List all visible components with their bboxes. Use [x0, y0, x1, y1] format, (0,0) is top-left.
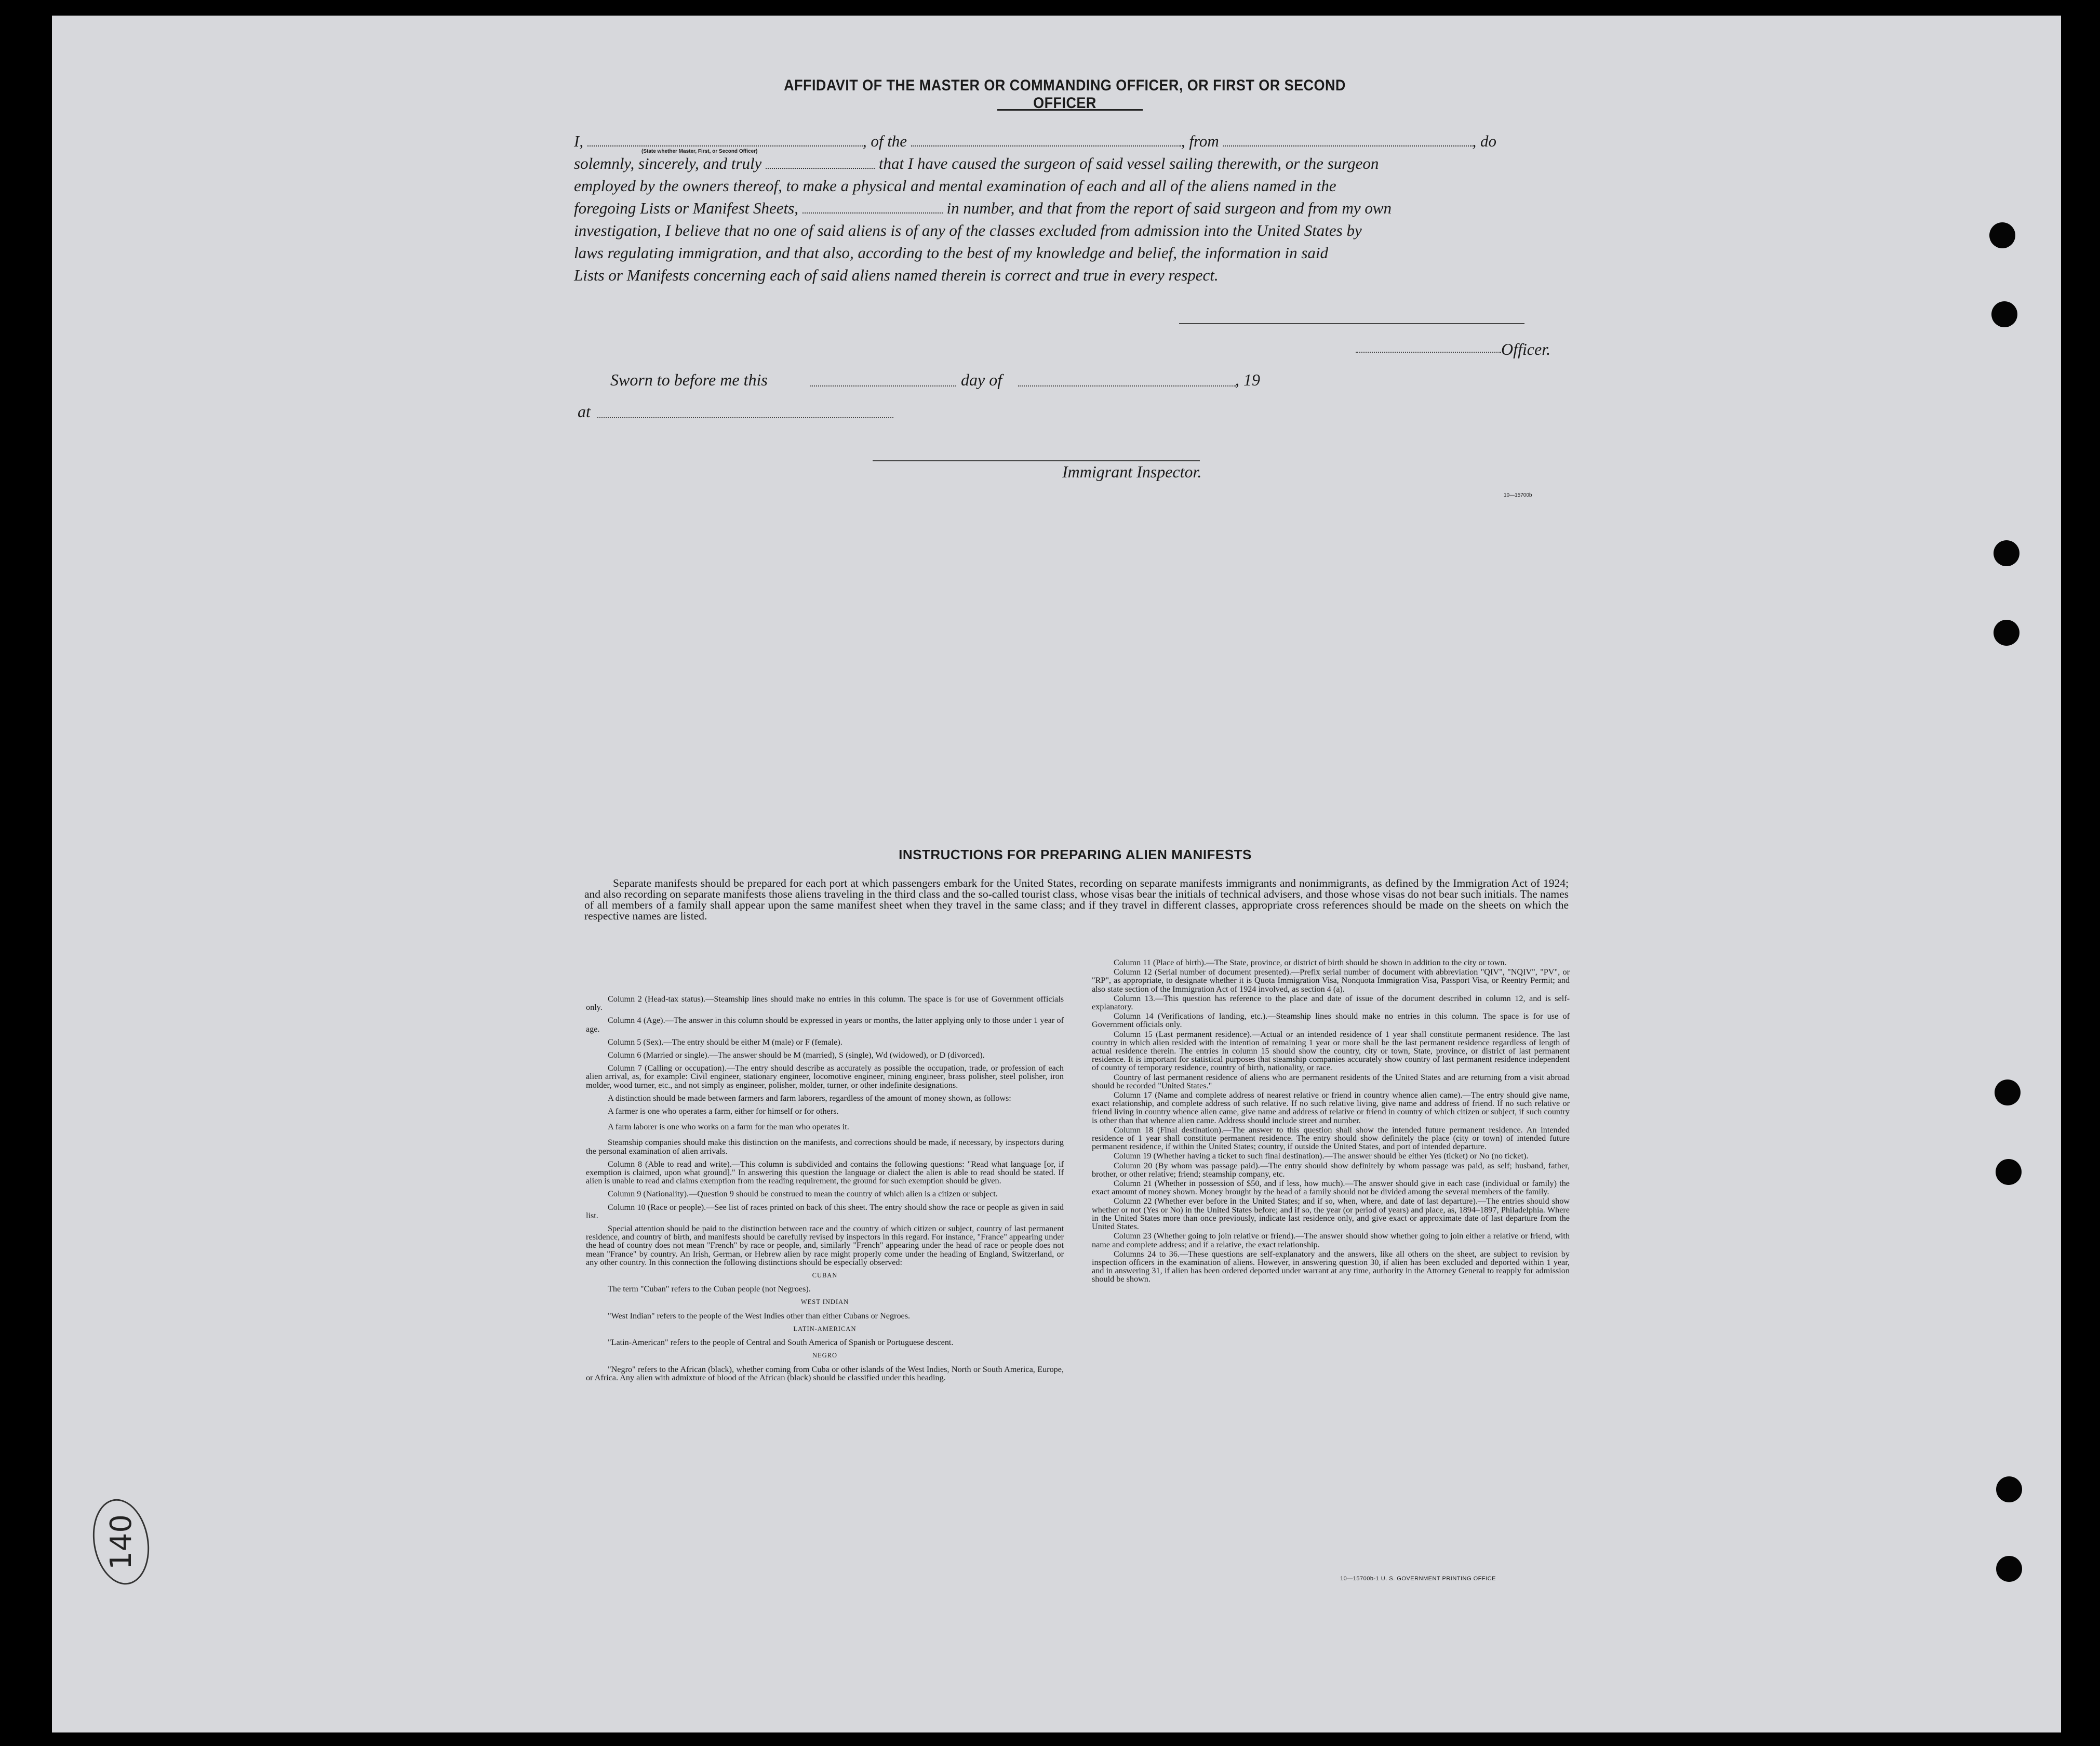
punch-hole	[1991, 301, 2017, 327]
word-do: , do	[1472, 132, 1496, 150]
day-of-label: day of	[961, 370, 1002, 389]
officer-signature-line[interactable]	[1179, 323, 1524, 324]
punch-hole	[1989, 222, 2015, 248]
punch-hole	[1994, 620, 2019, 646]
column-20-instruction: Column 20 (By whom was passage paid).—The entry should show definitely by whom passage was paid, as self; husband, father, brother, or other relative; friend; steamship company, etc.	[1092, 1161, 1570, 1179]
word-i: I,	[574, 132, 584, 150]
punch-hole	[1996, 1476, 2022, 1502]
farm-distinction: A distinction should be made between farmers and farm laborers, regardless of the amount of money shown, as follows:	[608, 1093, 1011, 1103]
column-23-instruction: Column 23 (Whether going to join relative or friend).—The answer should show whether going to join either a relative or friend, with name and complete address; and if a relative, the exact relationship.	[1092, 1231, 1570, 1249]
affidavit-text: solemnly, sincerely, and truly	[574, 154, 762, 172]
column-14-instruction: Column 14 (Verifications of landing, etc.).—Steamship lines should make no entries in this column. The space is for use of Government officials only.	[1092, 1011, 1570, 1030]
handwritten-number-text: 140	[104, 1514, 138, 1570]
place-field[interactable]	[597, 417, 893, 418]
punch-hole	[1994, 540, 2019, 566]
column-17-instruction: Column 17 (Name and complete address of nearest relative or friend in country whence alien came).—The entry should give name, exact relationship, and complete address of such relative. If no such relative living, give name and address of friend. If no such relative or friend living in country whence alien came, give name and address of relative or friend in country of which citizen or subject, if such country is other than that whence alien came. Address should include street and number.	[1092, 1090, 1570, 1125]
farmer-definition: A farmer is one who operates a farm, either for himself or for others.	[608, 1107, 839, 1116]
affidavit-text: in number, and that from the report of said surgeon and from my own	[946, 199, 1392, 217]
punch-hole	[1995, 1079, 2021, 1105]
columns-24-36-instruction: Columns 24 to 36.—These questions are self-explanatory and the answers, like all others on the sheet, are subject to revision by inspection officers in the examination of aliens. However, in answering question 30, if alien has been excluded and deported within 1 year, and in answering 31, if alien has been ordered deported under warrant at any time, authority in the Attorney General to reapply for admission should be shown.	[1092, 1249, 1570, 1284]
form-number: 10—15700b	[1504, 492, 1532, 498]
word-from: , from	[1181, 132, 1219, 150]
affidavit-text: foregoing Lists or Manifest Sheets,	[574, 199, 798, 217]
affidavit-text: that I have caused the surgeon of said vessel sailing therewith, or the surgeon	[878, 154, 1379, 172]
column-6-instruction: Column 6 (Married or single).—The answer should be M (married), S (single), Wd (widowed), or D (divorced).	[608, 1050, 985, 1060]
column-7-instruction: Column 7 (Calling or occupation).—The entry should describe as accurately as possible the occupation, trade, or profession of each alien arrival, as, for example: Civil engineer, stationary engineer, locomotive engineer, mining engineer, brass polisher, steel polisher, iron molder, wood turner, etc., and not simply as engineer, polisher, molder, turner, or other indefinite designations.	[586, 1063, 1064, 1090]
officer-label: Officer.	[1501, 340, 1551, 358]
surgeon-field[interactable]	[766, 155, 875, 169]
column-19-instruction: Column 19 (Whether having a ticket to such final destination).—The answer should be either Yes (ticket) or No (no ticket).	[1114, 1151, 1529, 1161]
column-9-instruction: Column 9 (Nationality).—Question 9 should be construed to mean the country of which alien is a citizen or subject.	[608, 1189, 998, 1199]
instructions-right-column	[1092, 958, 1570, 1285]
printing-office-footer: 10—15700b-1 U. S. GOVERNMENT PRINTING OFFICE	[1340, 1576, 1496, 1582]
sheet-count-field[interactable]	[802, 200, 943, 214]
title-rule	[997, 109, 1143, 111]
west-indian-definition: "West Indian" refers to the people of the West Indies other than either Cubans or Negroes.	[608, 1311, 911, 1321]
column-13-instruction: Column 13.—This question has reference to the place and date of issue of the document described in column 12, and is self-explanatory.	[1092, 993, 1570, 1012]
instructions-title: INSTRUCTIONS FOR PREPARING ALIEN MANIFESTS	[899, 847, 1252, 862]
column-18-instruction: Column 18 (Final destination).—The answer to this question shall show the intended future permanent residence. An intended residence of 1 year shall constitute permanent residence. The entry should show definitely the place (city or town) of intended future permanent residence, if within the United States; country, if outside the United States, and port of intended departure.	[1092, 1125, 1570, 1152]
inspector-signature-line[interactable]	[873, 460, 1200, 461]
heading-west-indian: WEST INDIAN	[800, 1298, 849, 1306]
instructions-intro: Separate manifests should be prepared for each port at which passengers embark for the United States, recording on separate manifests immigrants and nonimmigrants, as defined by the Immigration Act of 1924; and also recording on separate manifests those aliens traveling in the third class and the so-called tourist class, whose visas bear the initials of technical advisers, and those whose visas do not bear such initials. The names of all members of a family shall appear upon the same manifest sheet when they travel in the same class; and if they travel in different classes, appropriate cross references should be made on the sheets on which the respective names are listed.	[584, 877, 1569, 922]
latin-american-definition: "Latin-American" refers to the people of Central and South America of Spanish or Portuguese descent.	[608, 1338, 954, 1348]
column-11-instruction: Column 11 (Place of birth).—The State, province, or district of birth should be shown in addition to the city or town.	[1114, 958, 1507, 967]
sworn-day-field[interactable]	[810, 385, 956, 386]
punch-hole	[1996, 1556, 2022, 1582]
special-attention: Special attention should be paid to the distinction between race and the country of which citizen or subject, country of last permanent residence, and country of birth, and manifests should be carefully revised by inspectors in this regard. For instance, "France" appearing under the head of country does not mean "French" by race or people, and, similarly "French" appearing under the head of race or people does not mean "France" by country. An Irish, German, or Hebrew alien by race might properly come under the heading of England, Switzerland, or any other country. In this connection the following distinctions should be especially observed:	[586, 1224, 1064, 1267]
column-22-instruction: Column 22 (Whether ever before in the United States; and if so, when, where, and date of last departure).—The entries should show whether or not (Yes or No) in the United States before; and if so, the year (or period of years) and place, as, 1894–1897, Philadelphia. Where in the United States more than once previously, indicate last residence only, and give exact or approximate date of last departure from the United States.	[1092, 1196, 1570, 1232]
port-field[interactable]	[1223, 133, 1473, 146]
affidavit-title: AFFIDAVIT OF THE MASTER OR COMMANDING OFFICER, OR FIRST OR SECOND OFFICER	[784, 77, 1346, 112]
affidavit-line-7: Lists or Manifests concerning each of said aliens named therein is correct and true in every respect.	[574, 266, 1219, 284]
column-2-instruction: Column 2 (Head-tax status).—Steamship lines should make no entries in this column. The space is for use of Government officials only.	[586, 994, 1064, 1012]
officer-rank-field[interactable]	[587, 133, 863, 146]
affidavit-line-5: investigation, I believe that no one of said aliens is of any of the classes excluded from admission into the United States by	[574, 221, 1362, 239]
heading-cuban: CUBAN	[812, 1272, 838, 1279]
column-4-instruction: Column 4 (Age).—The answer in this column should be expressed in years or months, the latter applying only to those under 1 year of age.	[586, 1016, 1064, 1034]
year-label: , 19	[1235, 370, 1260, 389]
column-12-instruction: Column 12 (Serial number of document presented).—Prefix serial number of document with abbreviation "QIV", "NQIV", "PV", or "RP", as appropriate, to designate whether it is Quota Immigration Visa, Nonquota Immigration Visa, Passport Visa, or Reentry Permit; and also state section of the Immigration Act of 1924 involved, as section 4 (a).	[1092, 967, 1570, 994]
sworn-month-field[interactable]	[1018, 385, 1236, 386]
inspector-label: Immigrant Inspector.	[1062, 462, 1202, 481]
heading-negro: NEGRO	[812, 1352, 838, 1360]
word-of-the: , of the	[862, 132, 907, 150]
heading-latin-american: LATIN-AMERICAN	[793, 1325, 857, 1332]
at-label: at	[578, 402, 591, 421]
punch-hole	[1996, 1159, 2022, 1185]
affidavit-line-4	[574, 198, 1556, 219]
affidavit-line-3: employed by the owners thereof, to make a physical and mental examination of each and all of the aliens named in the	[574, 177, 1336, 195]
farm-laborer-definition: A farm laborer is one who works on a farm for the man who operates it.	[608, 1122, 849, 1132]
affidavit-line-2	[574, 153, 1556, 174]
officer-dotted-line	[1356, 352, 1501, 353]
affidavit-line-6: laws regulating immigration, and that also, according to the best of my knowledge and belief, the information in said	[574, 244, 1329, 262]
instructions-left-column	[586, 995, 1064, 1387]
sworn-text: Sworn to before me this	[610, 370, 768, 389]
column-10-instruction: Column 10 (Race or people).—See list of races printed on back of this sheet. The entry should show the race or people as given in said list.	[586, 1202, 1064, 1220]
column-5-instruction: Column 5 (Sex).—The entry should be either M (male) or F (female).	[608, 1037, 842, 1047]
column-15-instruction: Column 15 (Last permanent residence).—Actual or an intended residence of 1 year shall constitute permanent residence. The last country in which alien resided with the intention of remaining 1 year or more shall be the last permanent residence regardless of length of actual residence therein. The entries in column 15 should show the country, city or town, State, province, or district of last permanent residence. It is important for statistical purposes that steamship companies accurately show country of last permanent residence independent of country of temporary residence, country of birth, nationality, or race.	[1092, 1029, 1570, 1073]
column-8-instruction: Column 8 (Able to read and write).—This column is subdivided and contains the following questions: "Read what language [or, if exemption is claimed, upon what ground]." In answering this question the language or dialect the alien is able to read should be stated. If alien is unable to read and claims exemption from the reading requirement, the ground for such exemption should be given.	[586, 1159, 1064, 1186]
officer-rank-note: (State whether Master, First, or Second Officer)	[641, 149, 758, 154]
negro-definition: "Negro" refers to the African (black), whether coming from Cuba or other islands of the West Indies, North or South America, Europe, or Africa. Any alien with admixture of blood of the African (black) should be classified under this heading.	[586, 1364, 1064, 1382]
cuban-definition: The term "Cuban" refers to the Cuban people (not Negroes).	[608, 1284, 811, 1294]
column-15-returning: Country of last permanent residence of aliens who are permanent residents of the United States and are returning from a visit abroad should be recorded "United States."	[1092, 1072, 1570, 1090]
vessel-name-field[interactable]	[911, 133, 1181, 146]
column-21-instruction: Column 21 (Whether in possession of $50, and if less, how much).—The answer should give in each case (individual or family) the exact amount of money shown. Money brought by the head of a family should not be divided among the several members of the family.	[1092, 1179, 1570, 1197]
farm-corrections: Steamship companies should make this distinction on the manifests, and corrections should be made, if necessary, by inspectors during the personal examination of alien arrivals.	[586, 1138, 1064, 1156]
